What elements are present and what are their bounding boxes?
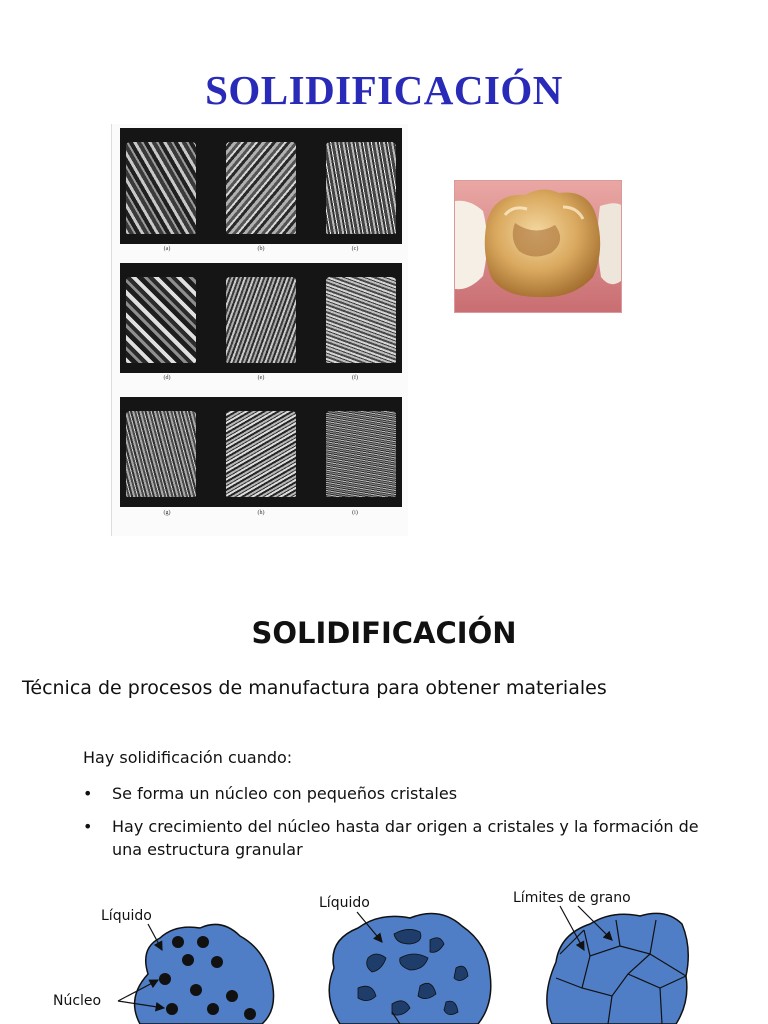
caption-g: (g) (163, 510, 171, 516)
macrostructure-micrographs (111, 124, 408, 536)
tooth-crown-image (454, 180, 622, 313)
caption-e: (e) (257, 375, 265, 381)
micrograph-row-1 (120, 128, 402, 244)
sample-h (226, 411, 296, 497)
stage-3-grain-structure (513, 890, 688, 1024)
slide-2-subtitle: Técnica de procesos de manufactura para obtener materiales (22, 677, 607, 699)
sample-f (326, 277, 396, 363)
caption-i: (i) (352, 510, 358, 516)
sample-b (226, 142, 296, 234)
slide-2-title: SOLIDIFICACIÓN (251, 616, 517, 650)
caption-f: (f) (352, 375, 358, 381)
solidification-stages-diagram (0, 878, 768, 1024)
caption-a: (a) (163, 246, 171, 252)
slide-1-title: SOLIDIFICACIÓN (205, 67, 563, 113)
bullet-item: • Se forma un núcleo con pequeños cristales (83, 782, 723, 805)
micrograph-row-3 (120, 397, 402, 507)
caption-b: (b) (257, 246, 265, 252)
sample-g (126, 411, 196, 497)
intro-text: Hay solidificación cuando: (83, 748, 293, 767)
caption-c: (c) (351, 246, 359, 252)
label-liquid-2: Líquido (319, 895, 370, 911)
caption-d: (d) (163, 375, 171, 381)
slide-2 (0, 580, 768, 1024)
sample-d (126, 277, 196, 363)
bullet-list (83, 782, 723, 871)
sample-a (126, 142, 196, 234)
sample-i (326, 411, 396, 497)
label-liquid-1: Líquido (101, 908, 152, 924)
caption-h: (h) (257, 510, 265, 516)
label-grain-boundaries: Límites de grano (513, 890, 631, 906)
bullet-item: • Hay crecimiento del núcleo hasta dar origen a cristales y la formación de una estructura granular (83, 815, 723, 861)
sample-c (326, 142, 396, 234)
label-nucleus: Núcleo (53, 993, 102, 1009)
stage-1-nucleation (53, 908, 274, 1024)
micrograph-row-2 (120, 263, 402, 373)
stage-2-growth (319, 895, 491, 1024)
sample-e (226, 277, 296, 363)
